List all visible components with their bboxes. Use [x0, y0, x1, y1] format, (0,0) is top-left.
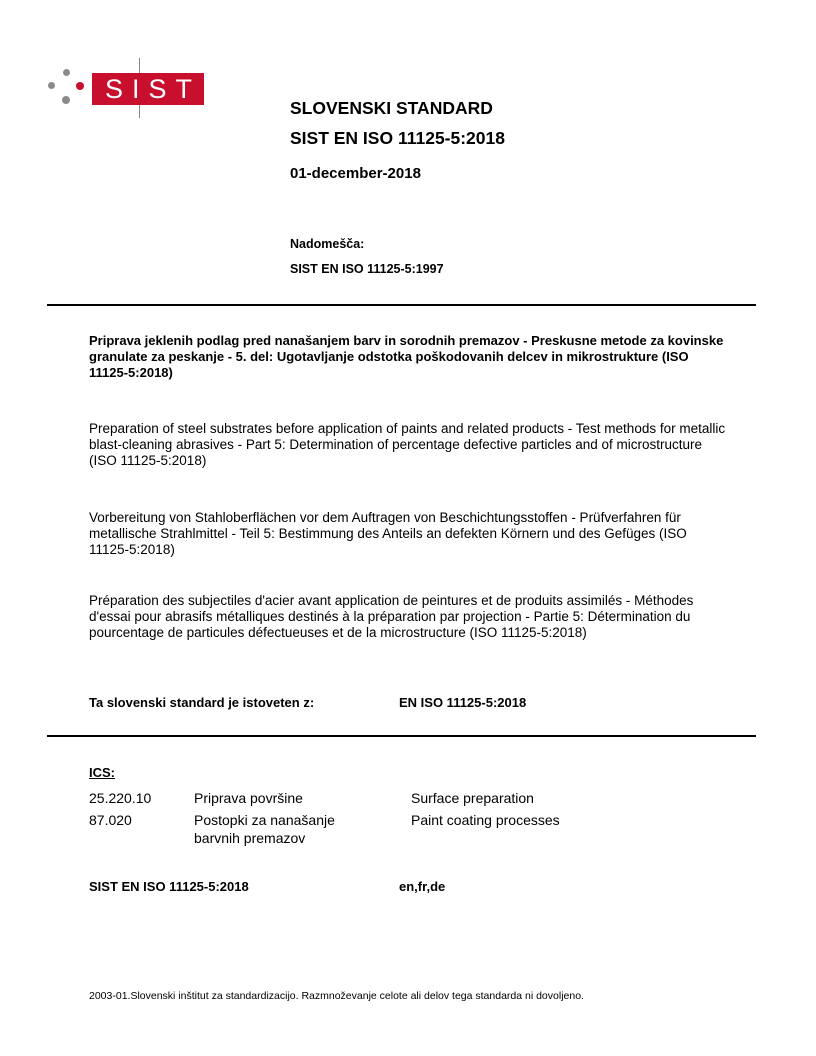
identical-label: Ta slovenski standard je istoveten z: [89, 695, 315, 710]
replaces-label: Nadomešča: [290, 237, 365, 251]
ics-code: 87.020 [89, 812, 132, 828]
title-english: Preparation of steel substrates before application of paints and related products - Test methods for metallic blast-cleaning abrasives - Part 5: Determination of percentage defective particles and of microstructure (ISO 11125-5:2018) [89, 421, 726, 468]
ics-description-sl: Postopki za nanašanje barvnih premazov [194, 812, 335, 846]
title-german: Vorbereitung von Stahloberflächen vor dem Auftragen von Beschichtungsstoffen - Prüfverfahren für metallische Strahlmittel - Teil 5: Bestimmung des Anteils an defekten Körnern und des Gefüges (ISO 11125-5:2018) [89, 510, 687, 557]
ics-description-en: Surface preparation [411, 790, 534, 806]
divider-top [47, 304, 756, 306]
standard-code: SIST EN ISO 11125-5:2018 [290, 128, 505, 148]
logo-dots-icon [45, 66, 85, 108]
replaces-value: SIST EN ISO 11125-5:1997 [290, 262, 444, 276]
footer-languages: en,fr,de [399, 879, 446, 894]
standard-type: SLOVENSKI STANDARD [290, 98, 493, 118]
title-french: Préparation des subjectiles d'acier avant application de peintures et de produits assimilés - Méthodes d'essai pour abrasifs métalliques destinés à la préparation par projection - Partie 5: Détermination du pourcentage de particules défectueuses et de la microstructure (ISO 11125-5:2018) [89, 593, 694, 640]
divider-bottom [47, 735, 756, 737]
footer-standard-code: SIST EN ISO 11125-5:2018 [89, 879, 249, 894]
identical-value: EN ISO 11125-5:2018 [399, 695, 527, 710]
ics-description-sl: Priprava površine [194, 790, 303, 806]
copyright-notice: 2003-01.Slovenski inštitut za standardizacijo. Razmnoževanje celote ali delov tega standarda ni dovoljeno. [89, 990, 584, 1002]
title-slovenian: Priprava jeklenih podlag pred nanašanjem barv in sorodnih premazov - Preskusne metode za kovinske granulate za peskanje - 5. del: Ugotavljanje odstotka poškodovanih delcev in mikrostrukture (ISO 11125-5:2018) [89, 333, 724, 380]
ics-code: 25.220.10 [89, 790, 152, 806]
ics-heading: ICS: [89, 765, 115, 780]
publication-date: 01-december-2018 [290, 165, 421, 182]
logo-wordmark: SIST [92, 73, 204, 105]
ics-description-en: Paint coating processes [411, 812, 560, 828]
